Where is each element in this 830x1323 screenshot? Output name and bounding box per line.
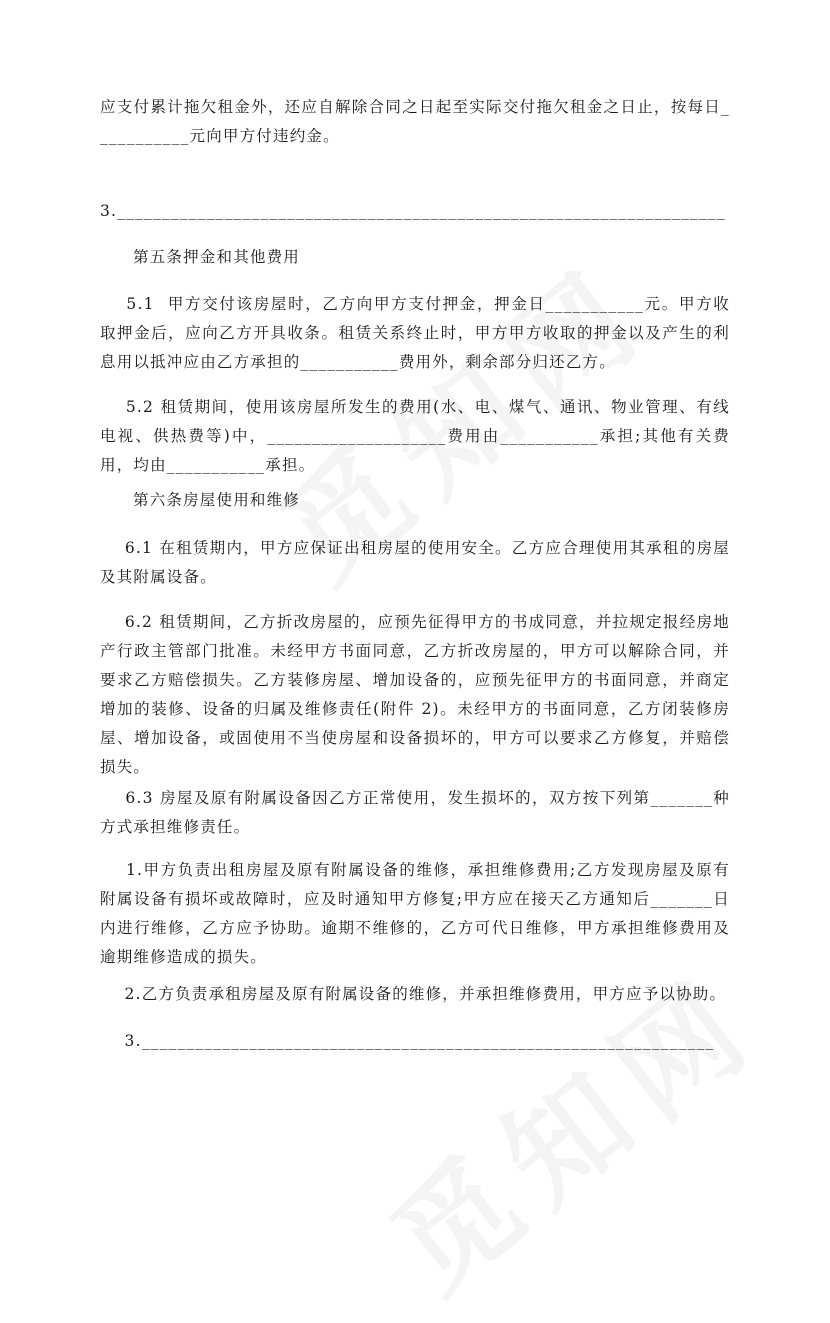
paragraph-5-1: 5.1 甲方交付该房屋时，乙方向甲方支付押金，押金日___________元。甲方收取押金后，应向乙方开具收条。租赁关系终止时，甲方甲方收取的押金以及产生的利息用以抵冲应由乙方承担的___________费用外，剩余部分归还乙方。 bbox=[100, 295, 730, 371]
paragraph-6-1: 6.1 在租赁期内，甲方应保证出租房屋的使用安全。乙方应合理使用其承租的房屋及其附属设备。 bbox=[100, 539, 730, 586]
paragraph-option-2: 2.乙方负责承租房屋及原有附属设备的维修，并承担维修费用，甲方应予以协助。 bbox=[100, 985, 727, 1003]
paragraph-option-1: 1.甲方负责出租房屋及原有附属设备的维修，承担维修费用;乙方发现房屋及原有附属设备有损坏或故障时，应及时通知甲方修复;甲方应在接天乙方通知后_______日内进行维修，乙方应予协助。逾期不维修的，乙方可代日维修，甲方承担维修费用及逾期维修造成的损失。 bbox=[100, 861, 730, 966]
paragraph-continued: 应支付累计拖欠租金外，还应自解除合同之日起至实际交付拖欠租金之日止，按每日___________元向甲方付违约金。 bbox=[100, 98, 730, 145]
paragraph-option-3: 3.________________________________________________________________ bbox=[100, 1032, 715, 1050]
heading-article-5: 第五条押金和其他费用 bbox=[133, 248, 301, 266]
paragraph-6-2: 6.2 租赁期间，乙方折改房屋的，应预先征得甲方的书成同意，并拉规定报经房地产行政主管部门批准。未经甲方书面同意，乙方折改房屋的，甲方可以解除合同，并要求乙方赔偿损失。乙方装修房屋、增加设备的，应预先征甲方的书面同意，并商定增加的装修、设备的归属及维修责任(附件 2)。未经甲方的书面同意，乙方闭装修房屋、增加设备，或固使用不当使房屋和设备损坏的，甲方可以要求乙方修复，并赔偿损失。 bbox=[100, 613, 730, 776]
paragraph-6-3: 6.3 房屋及原有附属设备因乙方正常使用，发生损坏的，双方按下列第_______种方式承担维修责任。 bbox=[100, 789, 731, 836]
paragraph-5-2: 5.2 租赁期间，使用该房屋所发生的费用(水、电、煤气、通讯、物业管理、有线电视、供热费等)中，____________________费用由___________承担;其他有关费用，均由___________承担。 bbox=[100, 398, 730, 474]
paragraph-item-3: 3.____________________________________________________________________ bbox=[100, 202, 726, 220]
heading-article-6: 第六条房屋使用和维修 bbox=[133, 491, 301, 509]
